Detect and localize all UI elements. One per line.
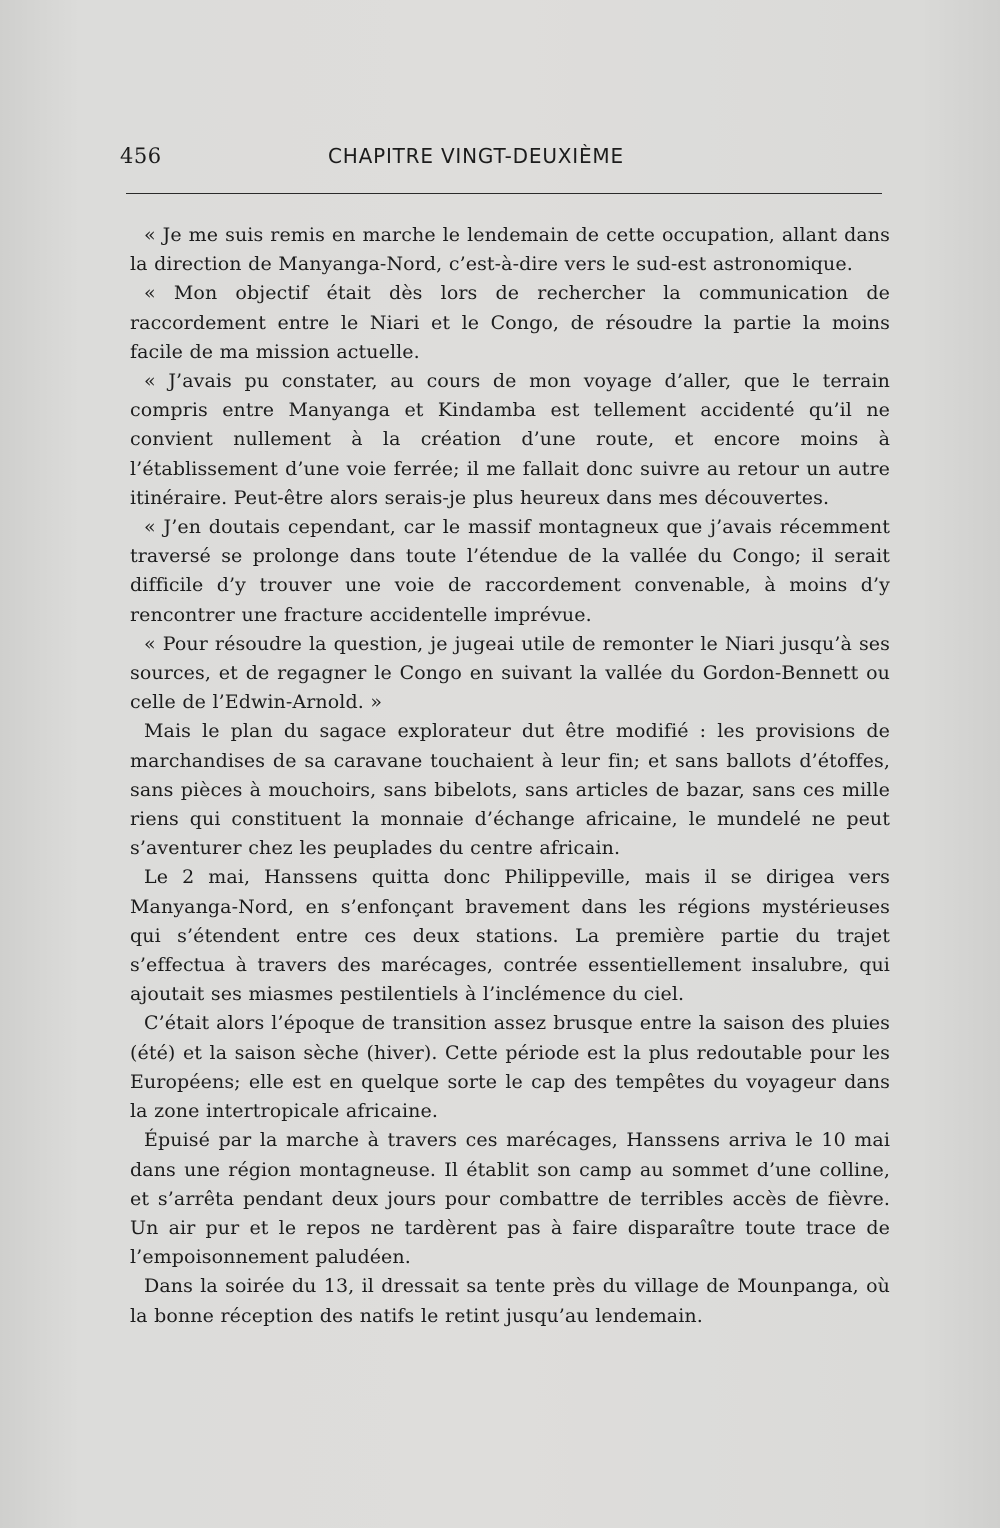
page-header — [120, 138, 884, 178]
paragraph: C’était alors l’époque de transition assez brusque entre la saison des pluies (été) et la saison sèche (hiver). Cette période est la plus redoutable pour les Européens; elle est en quelque sorte le cap des tempêtes du voyageur dans la zone intertropicale africaine. — [130, 1012, 890, 1123]
paragraph: « J’avais pu constater, au cours de mon voyage d’aller, que le terrain compris entre Manyanga et Kindamba est tellement accidenté qu’il ne convient nullement à la création d’une route, et encore moins à l’établissement d’une voie ferrée; il me fallait donc suivre au retour un autre itinéraire. Peut-être alors serais-je plus heureux dans mes découvertes. — [130, 370, 890, 509]
page-number: 456 — [120, 144, 162, 168]
paragraph: « J’en doutais cependant, car le massif montagneux que j’avais récemment traversé se prolonge dans toute l’étendue de la vallée du Congo; il serait difficile d’y trouver une voie de raccordement convenable, à moins d’y rencontrer une fracture accidentelle imprévue. — [130, 516, 890, 626]
header-rule — [126, 193, 882, 194]
paragraph: « Je me suis remis en marche le lendemain de cette occupation, allant dans la direction de Manyanga-Nord, c’est-à-dire vers le sud-est astronomique. — [130, 224, 890, 276]
body-text — [130, 221, 890, 1331]
paragraph: Mais le plan du sagace explorateur dut être modifié : les provisions de marchandises de sa caravane touchaient à leur fin; et sans ballots d’étoffes, sans pièces à mouchoirs, sans bibelots, sans articles de bazar, sans ces mille riens qui constituent la monnaie d’échange africaine, le mundelé ne peut s’aventurer chez les peuplades du centre africain. — [130, 720, 890, 860]
paragraph: « Mon objectif était dès lors de rechercher la communication de raccordement entre le Niari et le Congo, de résoudre la partie la moins facile de ma mission actuelle. — [130, 282, 890, 363]
paragraph: Le 2 mai, Hanssens quitta donc Philippeville, mais il se dirigea vers Manyanga-Nord, en s’enfonçant bravement dans les régions mystérieuses qui s’étendent entre ces deux stations. La première partie du trajet s’effectua à travers des marécages, contrée essentiellement insalubre, qui ajoutait ses miasmes pestilentiels à l’inclémence du ciel. — [130, 866, 890, 1006]
paragraph: Épuisé par la marche à travers ces marécages, Hanssens arriva le 10 mai dans une région montagneuse. Il établit son camp au sommet d’une colline, et s’arrêta pendant deux jours pour combattre de terribles accès de fièvre. Un air pur et le repos ne tardèrent pas à faire disparaître toute trace de l’empoisonnement paludéen. — [130, 1129, 890, 1269]
paragraph: « Pour résoudre la question, je jugeai utile de remonter le Niari jusqu’à ses sources, et de regagner le Congo en suivant la vallée du Gordon-Bennett ou celle de l’Edwin-Arnold. » — [130, 632, 890, 714]
running-head: CHAPITRE VINGT-DEUXIÈME — [328, 144, 624, 168]
paragraph: Dans la soirée du 13, il dressait sa tente près du village de Mounpanga, où la bonne réception des natifs le retint jusqu’au lendemain. — [130, 1275, 890, 1327]
